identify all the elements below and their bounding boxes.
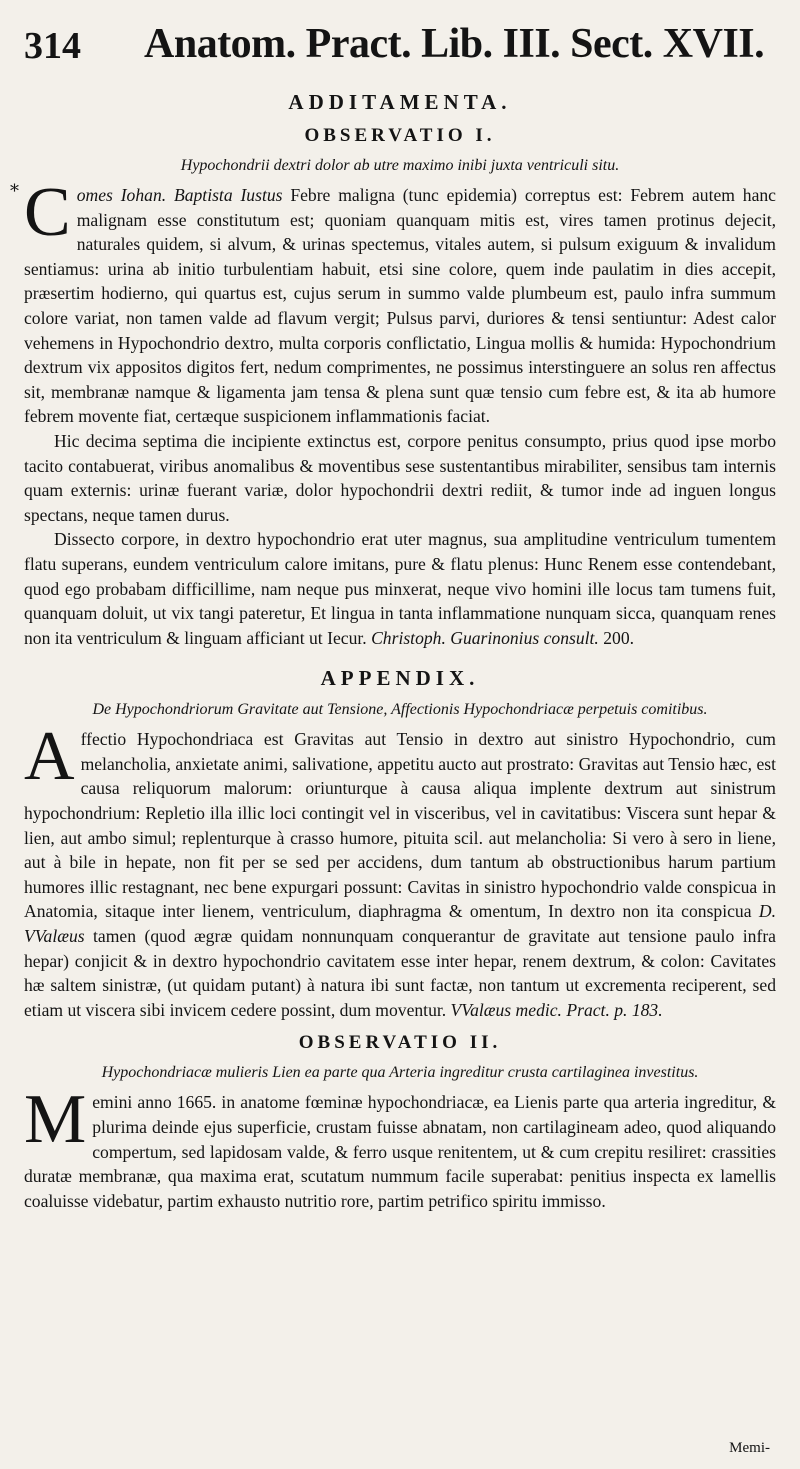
catchword: Memi-: [729, 1440, 770, 1456]
appendix-heading: APPENDIX.: [320, 666, 480, 691]
paragraph-text: tamen (quod ægræ quidam nonnunquam conquerantur de gravitate aut tensione paulo infra hepar) conjicit & in dextro hypochondrio cavitatem esse inter hepar, renem dextrum, & colon: Cavitates hæ saltem sinistræ, (ut quidam putant) à natura ibi sunt factæ, non tantum ut excrementa reciperent, sed etiam ut viscera sibi invicem cedere possint, dum moventur.: [24, 926, 776, 1020]
paragraph-text: Dissecto corpore, in dextro hypochondrio erat uter magnus, sua amplitudine ventriculum tumentem flatu superans, eundem ventriculum calore imitans, pure & flatu plenus: Hunc Renem esse contendebant, quod ego probabam difficillime, nam neque pus minxerat, neque vivo homini ille locus tam tumens fuit, quanquam doluit, ut vix tangi pateretur, Et lingua in tanta inflammatione nunquam sicca, quanquam renes non ita ventriculum & linguam afficiant ut Iecur.: [24, 529, 776, 648]
author-name: D. VValæus: [24, 901, 776, 947]
additamenta-heading: ADDITAMENTA.: [288, 90, 512, 114]
page-number: 314: [24, 25, 81, 67]
drop-cap: C: [24, 174, 71, 251]
observatio-1-text: [10, 174, 776, 650]
paragraph-text: ffectio Hypochondriaca est Gravitas aut Tensio in dextro aut sinistro Hypochondrio, cum melancholia, anxietate animi, salivatione, appetitu aucto aut prostrato: Gravitas aut Tensio hæc, est causa reliquorum malorum: oriunturque à causa aliqua implente dextrum aut sinistrum hypochondrium: Repletio illa illic loci contingit vel in visceribus, vel in cavitatibus: Viscera sunt hepar & lien, aut ambo simul; replenturque à crasso humore, pituita scil. aut melancholia: Si vero à sero in liene, aut à bile in hepate, non fit per se sed per accidens, dum tantum ab obstructionibus harum partium humores illic restagnant, nec bene expurgari possunt: Cavitas in sinistro hypochondrio valde conspicua in Anatomia, sitaque inter lienem, ventriculum, diaphragma & omentum, In dextro non ita conspicua: [24, 729, 776, 922]
citation: VValæus medic. Pract. p. 183.: [450, 999, 663, 1020]
appendix-text: [24, 718, 776, 1022]
observatio-2-text: [24, 1081, 776, 1213]
appendix-caption: De Hypochondriorum Gravitate aut Tensione, Affectionis Hypochondriacæ perpetuis comitibus.: [92, 701, 708, 719]
observatio-1-paragraph-1: [24, 174, 776, 429]
observatio-2-paragraph: [24, 1081, 776, 1213]
running-title: Anatom. Pract. Lib. III. Sect. XVII.: [144, 21, 765, 67]
paragraph-text: Febre maligna (tunc epidemia) correptus est: Febrem autem hanc malignam esse constitutum est; quoniam quanquam mitis est, vires tamen protinus dejecit, naturales quidem, si alvum, & urinas spectemus, vitales autem, si pulsum exiguum & invalidum sentiamus: urina ab initio turbulentiam habuit, etsi sine colore, quem inde paulatim in dies accepit, præsertim hodierno, qui quartus est, cujus serum in summo valde plumbeum est, paulo infra summum colore variat, non tamen valde ad flavum vergit; Pulsus parvi, duriores & tensi sentiuntur: Adest calor vehemens in Hypochondrio dextro, multa corporis conflictatio, Lingua mollis & humida: Hypochondrium dextrum vix appositos digitos fert, nedum comprimentes, ne possimus interstinguere an solus ren affectus sit, membranæ namque & ligamenta jam tensa & plena sunt quæ tensio cum febre est, & ita ab humore febrem movente fiat, certæque suspicionem inflammationis faciat.: [24, 185, 776, 427]
note-marker: *: [10, 181, 19, 202]
observatio-2-heading: OBSERVATIO II.: [298, 1032, 502, 1054]
observatio-1-paragraph-2: Hic decima septima die incipiente extinctus est, corpore penitus consumpto, prius quod ipse morbo tacito contabuerat, viribus anomalibus & moventibus sese sustentantibus mirabiliter, sensibus tam internis quam externis: urinæ fuerant variæ, dolor hypochondrii dextri rediit, & tumor inde ad inguen longus spectans, neque tamen durus.: [24, 430, 776, 525]
paragraph-text: emini anno 1665. in anatome fœminæ hypochondriacæ, ea Lienis parte qua arteria ingreditur, & plurima deinde ejus superficie, crustam fuisse abnatam, non cartilagineam adeo, quod aliquando compertum, sed lapidosam valde, & ferro usque renitentem, ut & cum crepitu resiliret: crassities duratæ membranæ, qua maxima erat, scutatum nummum facile superabat: penitius inspecta ex lamellis coaluisse videbatur, partim exhausto nutritio rore, partim petrifico spiritu immisso.: [24, 1092, 776, 1211]
appendix-paragraph: [24, 718, 776, 1022]
patient-name: omes Iohan. Baptista Iustus: [76, 185, 283, 205]
drop-cap: M: [24, 1081, 87, 1159]
observatio-1-paragraph-3: [24, 527, 776, 650]
running-head: [24, 14, 776, 76]
observatio-2-caption: Hypochondriacæ mulieris Lien ea parte qua Arteria ingreditur crusta cartilaginea investitus.: [101, 1064, 699, 1082]
citation-number: 200.: [598, 627, 635, 648]
citation: Christoph. Guarinonius consult.: [371, 627, 599, 648]
observatio-1-caption: Hypochondrii dextri dolor ab utre maximo inibi juxta ventriculi situ.: [180, 157, 620, 174]
observatio-1-heading: OBSERVATIO I.: [304, 125, 496, 146]
drop-cap: A: [24, 718, 75, 796]
